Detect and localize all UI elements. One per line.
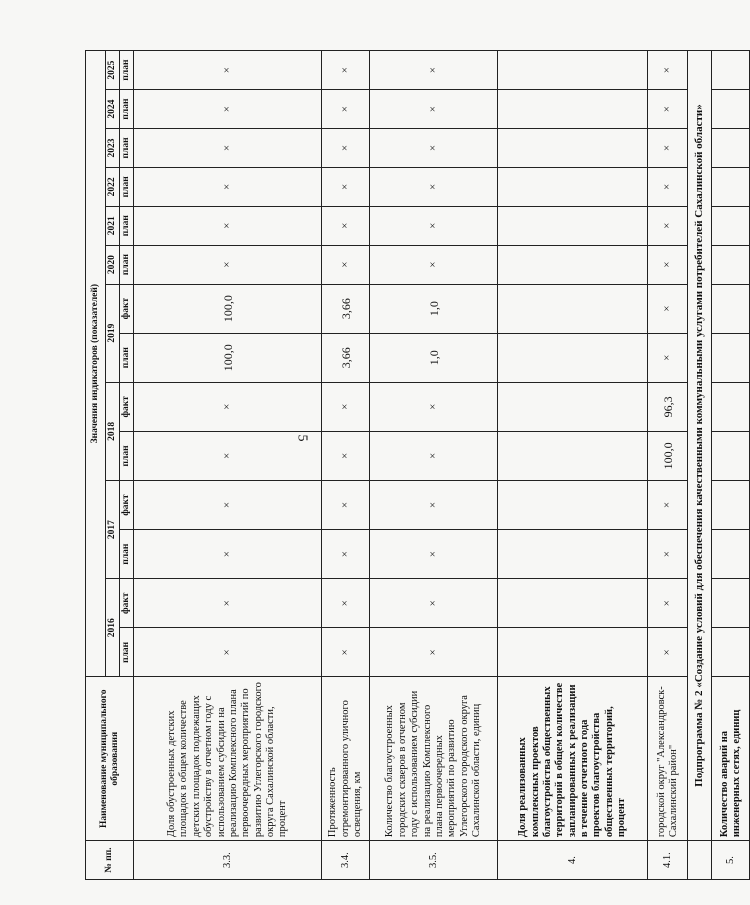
row-value: [498, 628, 648, 677]
header-plan-2017: план: [120, 530, 134, 579]
row-value: 100,0: [648, 431, 688, 480]
row-value: ×: [648, 129, 688, 168]
header-plan-2020: план: [120, 245, 134, 284]
row-value: ×: [648, 579, 688, 628]
header-fact-2018: факт: [120, 382, 134, 431]
row-value: ×: [134, 129, 322, 168]
row-value: ×: [370, 90, 498, 129]
row-value: 1,0: [370, 284, 498, 333]
row-value: ×: [134, 530, 322, 579]
header-year-2022: 2022: [106, 167, 120, 206]
header-name: Наименование муниципального образования: [86, 677, 134, 841]
header-year-2016: 2016: [106, 579, 120, 677]
row-value: [498, 129, 648, 168]
row-number: 3.5.: [370, 841, 498, 880]
row-value: 1,0: [370, 333, 498, 382]
row-value: ×: [134, 206, 322, 245]
row-value: [712, 206, 750, 245]
row-value: ×: [322, 206, 370, 245]
header-fact-2019: факт: [120, 284, 134, 333]
table-row: [134, 51, 322, 880]
row-value: ×: [648, 51, 688, 90]
row-value: ×: [134, 245, 322, 284]
row-value: [498, 382, 648, 431]
header-plan-2016: план: [120, 628, 134, 677]
row-value: ×: [648, 206, 688, 245]
row-value: ×: [322, 167, 370, 206]
row-value: ×: [370, 167, 498, 206]
row-value: ×: [322, 579, 370, 628]
row-value: ×: [370, 431, 498, 480]
row-value: ×: [648, 90, 688, 129]
row-value: [712, 284, 750, 333]
row-value: [498, 431, 648, 480]
row-value: ×: [134, 579, 322, 628]
row-value: [498, 530, 648, 579]
row-value: ×: [370, 129, 498, 168]
row-value: ×: [322, 628, 370, 677]
row-value: ×: [370, 51, 498, 90]
table-row: [322, 51, 370, 880]
row-value: ×: [322, 382, 370, 431]
row-value: ×: [648, 628, 688, 677]
row-value: ×: [370, 530, 498, 579]
row-value: [712, 579, 750, 628]
page-number: 5: [294, 434, 310, 442]
row-value: ×: [648, 333, 688, 382]
subprogram-title: Подпрограмма № 2 «Создание условий для обеспечения качественными коммунальными услугами потребителей Сахалинской области»: [688, 51, 712, 841]
row-value: [712, 382, 750, 431]
row-value: ×: [648, 245, 688, 284]
row-value: ×: [134, 431, 322, 480]
row-value: ×: [648, 167, 688, 206]
row-name: городской округ "Александровск-Сахалинский район": [648, 677, 688, 841]
header-plan-2019: план: [120, 333, 134, 382]
row-value: [712, 431, 750, 480]
row-value: ×: [322, 480, 370, 529]
row-value: ×: [134, 90, 322, 129]
row-value: ×: [134, 51, 322, 90]
row-value: ×: [370, 628, 498, 677]
header-year-2025: 2025: [106, 51, 120, 90]
row-name: Количество благоустроенных городских скверов в отчетном году с использованием субсидии на реализацию Комплексного плана первоочередных мероприятий по развитию Углегорского городского округа Сахалинской области, единиц: [370, 677, 498, 841]
row-value: [498, 579, 648, 628]
row-number: 5.: [712, 841, 750, 880]
row-value: [498, 333, 648, 382]
row-value: ×: [370, 480, 498, 529]
row-name: Доля обустроенных детских площадок в общем количестве детских площадок подлежащих обустройству в отчетном году с использованием субсидии на реализацию Комплексного плана первоочередных мероприятий по развитию Углегорского городского округа Сахалинской области, процент: [134, 677, 322, 841]
row-value: [712, 530, 750, 579]
row-value: 100,0: [134, 333, 322, 382]
row-value: 100,0: [134, 284, 322, 333]
row-number: 4.: [498, 841, 648, 880]
row-value: ×: [322, 245, 370, 284]
header-year-2024: 2024: [106, 90, 120, 129]
table-row: [648, 51, 688, 880]
row-value: ×: [648, 284, 688, 333]
header-plan-2022: план: [120, 167, 134, 206]
header-year-2018: 2018: [106, 382, 120, 480]
row-value: 3,66: [322, 333, 370, 382]
row-value: ×: [134, 382, 322, 431]
header-year-2020: 2020: [106, 245, 120, 284]
header-plan-2021: план: [120, 206, 134, 245]
row-value: ×: [370, 245, 498, 284]
header-year-2019: 2019: [106, 284, 120, 382]
row-value: [498, 167, 648, 206]
header-plan-2025: план: [120, 51, 134, 90]
header-plan-2018: план: [120, 431, 134, 480]
indicators-table: [85, 50, 750, 880]
header-no: № пп.: [86, 841, 134, 880]
table-row: [498, 51, 648, 880]
row-value: [498, 245, 648, 284]
row-value: ×: [322, 90, 370, 129]
row-value: ×: [322, 530, 370, 579]
header-plan-2024: план: [120, 90, 134, 129]
row-name: Количество аварий на инженерных сетях, единиц: [712, 677, 750, 841]
header-fact-2016: факт: [120, 579, 134, 628]
subprogram-empty: [688, 841, 712, 880]
header-values: Значения индикаторов (показателей): [86, 51, 106, 677]
row-value: ×: [648, 480, 688, 529]
row-value: [712, 90, 750, 129]
row-number: 4.1.: [648, 841, 688, 880]
row-name: Доля реализованных комплексных проектов благоустройства общественных территорий в общем количестве запланированных к реализации в течение отчетного года проектов благоустройства общественных территорий, процент: [498, 677, 648, 841]
header-year-2023: 2023: [106, 129, 120, 168]
table-body: [134, 51, 750, 880]
row-value: [498, 206, 648, 245]
row-value: ×: [322, 129, 370, 168]
row-value: ×: [322, 51, 370, 90]
row-value: [498, 284, 648, 333]
row-value: [498, 480, 648, 529]
header-plan-2023: план: [120, 129, 134, 168]
row-value: ×: [134, 628, 322, 677]
row-value: ×: [370, 206, 498, 245]
row-value: ×: [370, 579, 498, 628]
row-value: ×: [134, 167, 322, 206]
subprogram-row: [688, 51, 712, 880]
row-value: ×: [370, 382, 498, 431]
row-value: [712, 51, 750, 90]
row-value: 3,66: [322, 284, 370, 333]
header-fact-2017: факт: [120, 480, 134, 529]
row-number: 3.3.: [134, 841, 322, 880]
header-year-2021: 2021: [106, 206, 120, 245]
row-value: ×: [134, 480, 322, 529]
row-value: [712, 333, 750, 382]
table-row: [370, 51, 498, 880]
row-number: 3.4.: [322, 841, 370, 880]
row-value: [498, 90, 648, 129]
row-value: [712, 167, 750, 206]
row-value: ×: [648, 530, 688, 579]
row-value: [712, 129, 750, 168]
rotated-table-container: [85, 50, 742, 880]
row-value: [498, 51, 648, 90]
row-value: 96,3: [648, 382, 688, 431]
row-name: Протяженность отремонтированного уличного освещения, км: [322, 677, 370, 841]
row-value: ×: [322, 431, 370, 480]
row-value: [712, 628, 750, 677]
table-row: [712, 51, 750, 880]
header-year-2017: 2017: [106, 480, 120, 578]
row-value: [712, 480, 750, 529]
row-value: [712, 245, 750, 284]
